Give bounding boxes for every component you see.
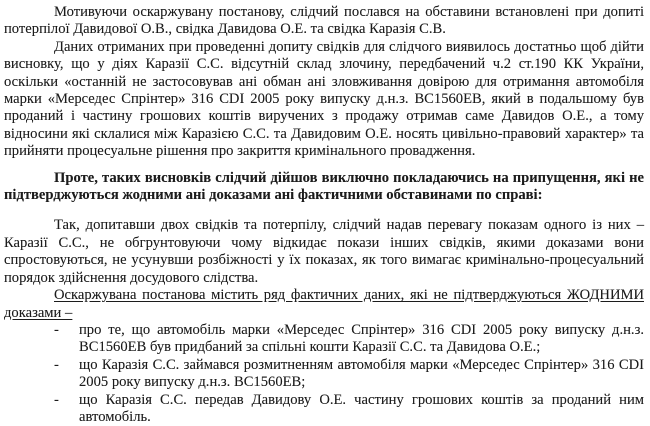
dash-bullet: - <box>54 321 59 338</box>
paragraph-analysis: Так, допитавши двох свідків та потерпілу, слідчий надав перевагу показам одного із них – Каразії С.С., не обгрунтовуючи чому відкидає покази інших свідків, якими доказами вони спростовуються, не усунувши розбіжності у їх показах, як того вимагає кримінально-процесуальний порядок здійснення досудового слідства. <box>4 217 644 286</box>
dash-bullet: - <box>54 391 59 408</box>
list-item-text: що Каразія С.С. передав Давидову О.Е. частину грошових коштів за проданий ним автомобіль. <box>79 391 644 425</box>
paragraph-objection-bold: Проте, таких висновків слідчий дійшов виключно покладаючись на припущення, які не підтверджуються жодними ані доказами ані фактичними обставинами по справі: <box>4 169 644 204</box>
list-item <box>54 357 644 392</box>
list-item-text: про те, що автомобіль марки «Мерседес Спрінтер» 316 CDI 2005 року випуску д.н.з. ВС1560ЕВ був придбаний за спільні кошти Каразії С.С. та Давидова О.Е.; <box>79 321 644 356</box>
paragraph-unproven-underlined: Оскаржувана постанова містить ряд фактичних даних, які не підтверджуються ЖОДНИМИ доказами – <box>4 287 644 321</box>
list-item <box>54 392 644 426</box>
paragraph-findings: Даних отриманих при проведенні допиту свідків для слідчого виявилось достатньо щоб дійти висновку, що у діях Каразії С.С. відсутній склад злочину, передбачений ч.2 ст.190 КК України, оскільки «останній не застосовував ані обман ані зловживання довірою для отримання автомобіля марки «Мерседес Спрінтер» 316 CDI 2005 року випуску д.н.з. ВС1560ЕВ, який в подальшому був проданий і частину грошових коштів виручених з продажу отримав саме Давидов О.Е., а тому відносини які склалися між Каразією С.С. та Давидовим О.Е. носять цивільно-правовий характер» та прийняти процесуальне рішення про закриття кримінального провадження. <box>4 38 644 160</box>
list-item-text: що Каразія С.С. займався розмитненням автомобіля марки «Мерседес Спрінтер» 316 CDI 2005 року випуску д.н.з. ВС1560ЕВ; <box>79 356 644 391</box>
paragraph-intro: Мотивуючи оскаржувану постанову, слідчий послався на обставини встановлені при допиті потерпілої Давидової О.В., свідка Давидова О.Е. та свідка Каразія С.В. <box>4 4 644 38</box>
list-item <box>54 322 644 357</box>
dash-bullet: - <box>54 356 59 373</box>
unproven-facts-list <box>4 322 644 426</box>
